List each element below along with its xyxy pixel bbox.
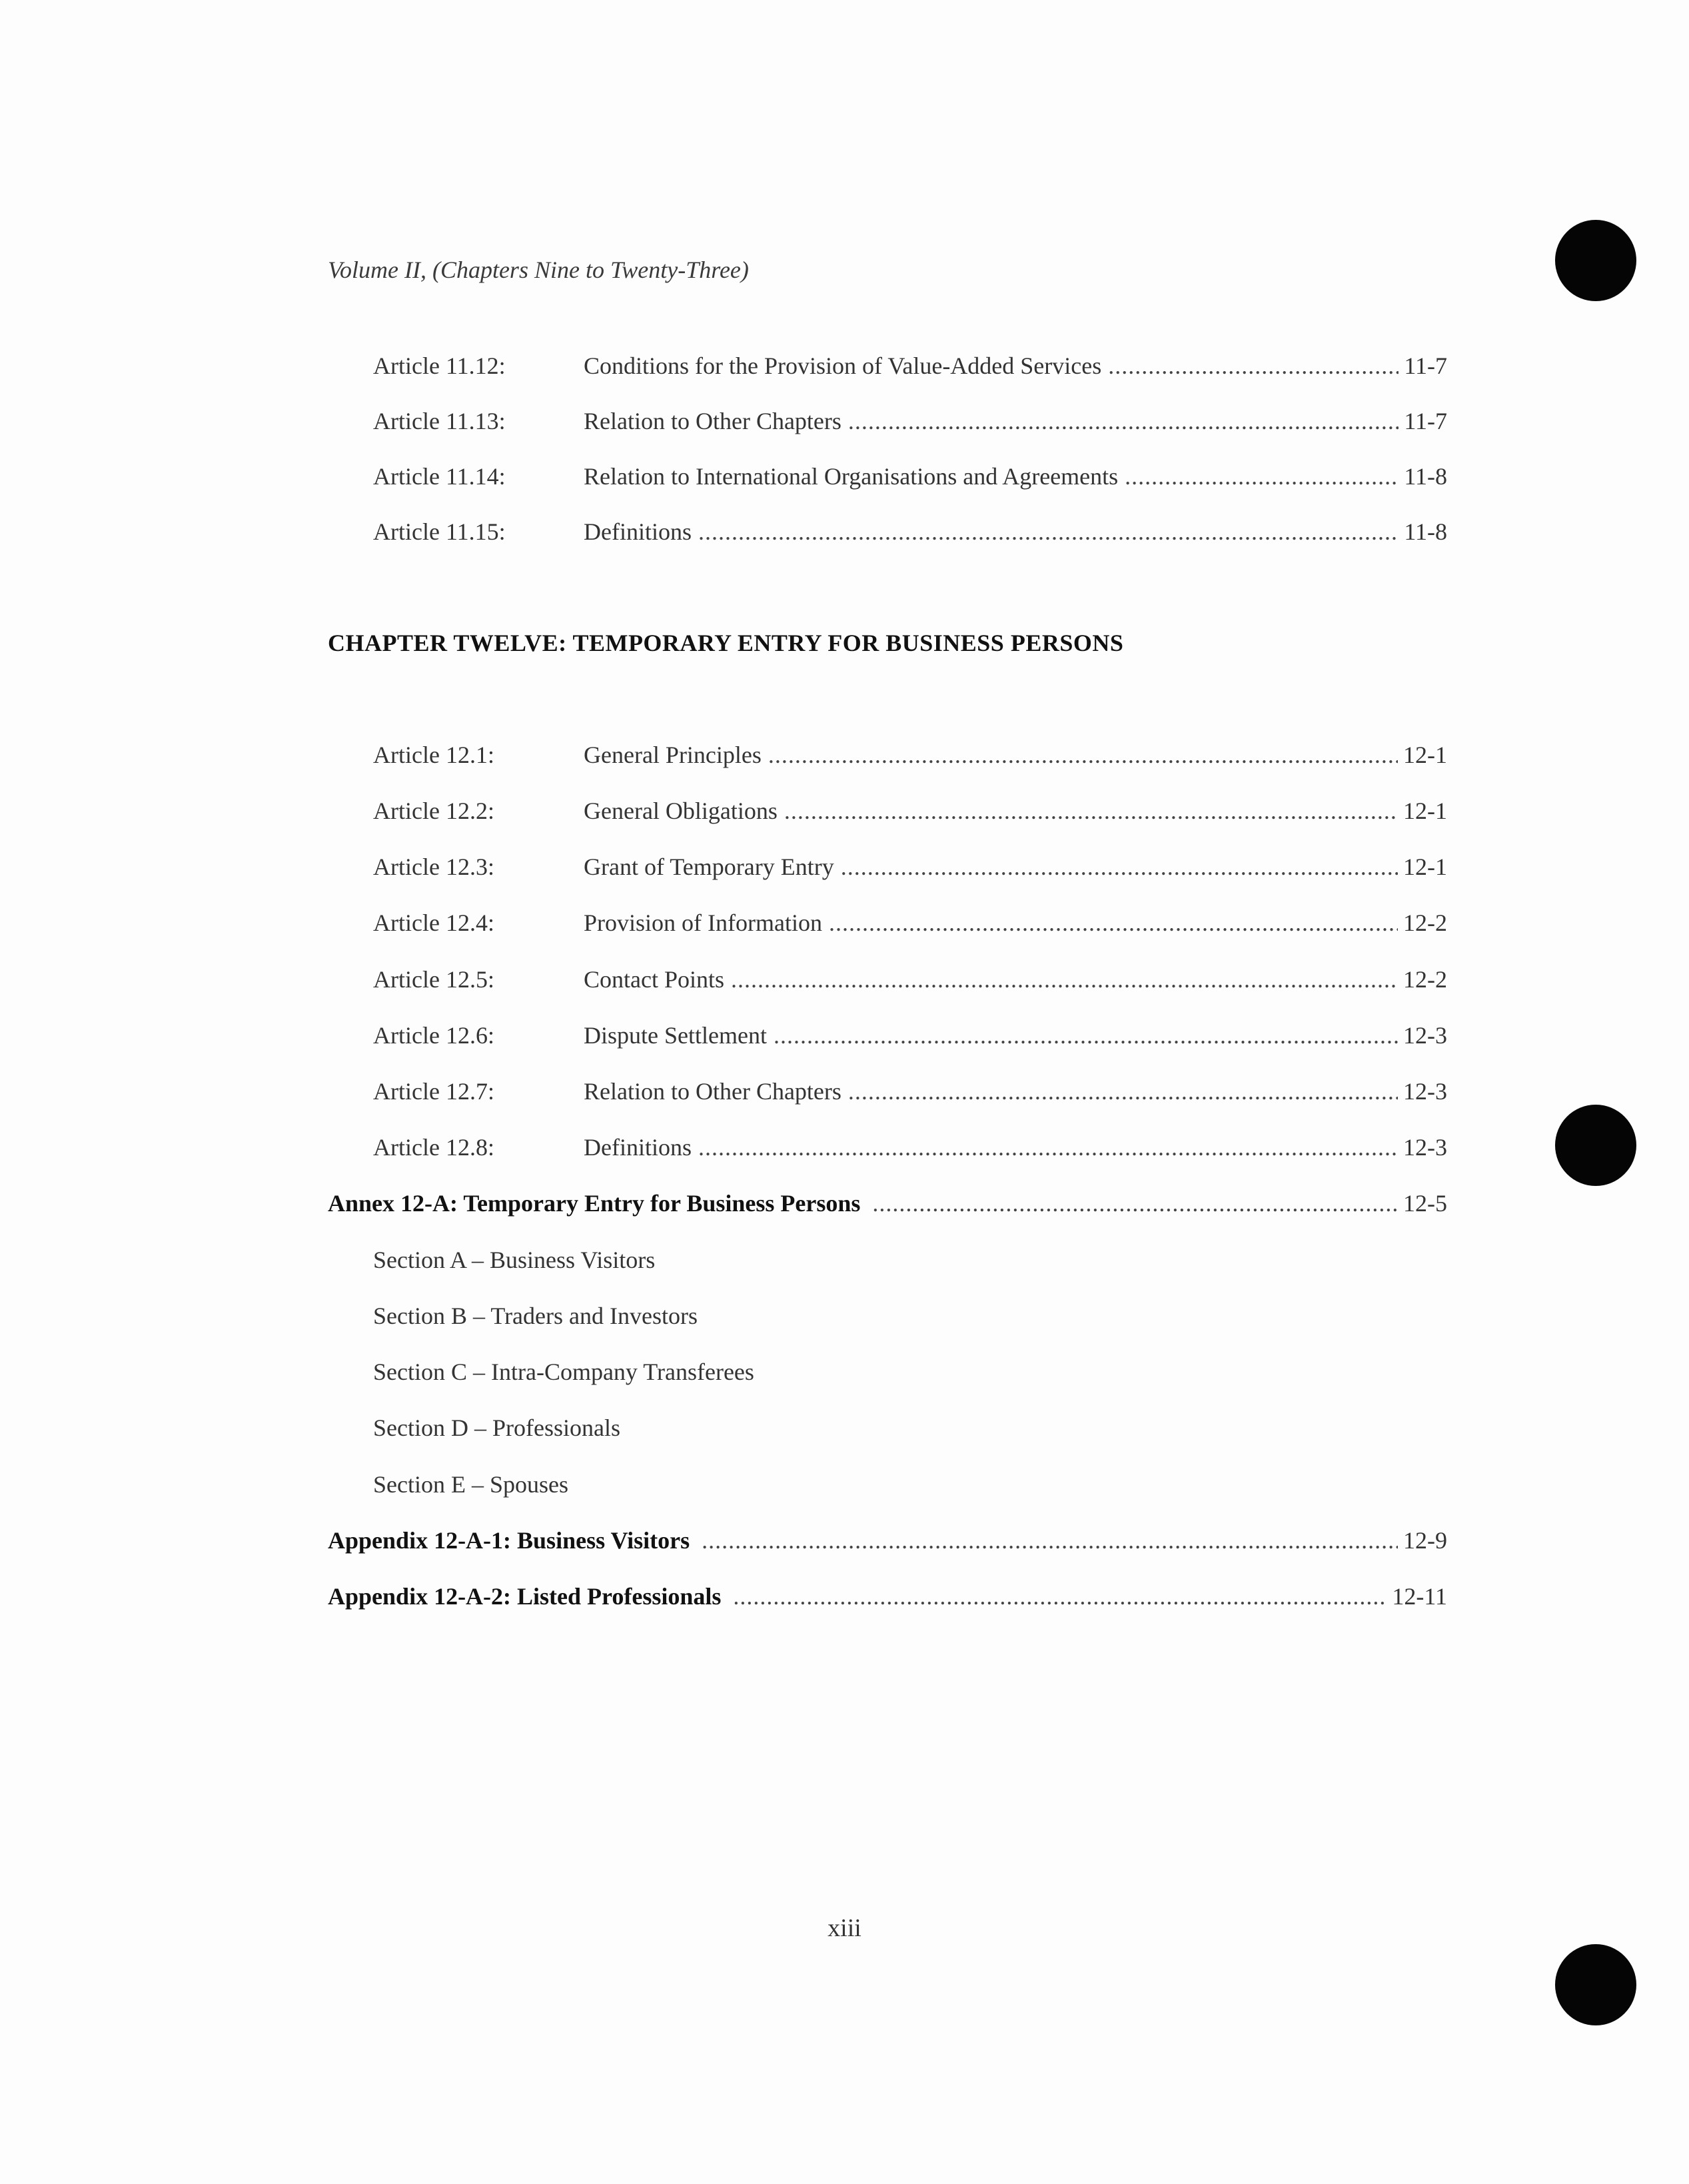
toc-entry — [0, 1021, 1689, 1055]
page-number: 12-1 — [1403, 798, 1447, 824]
dot-leader — [698, 518, 1399, 546]
binder-hole-bottom — [1555, 1944, 1636, 2025]
running-head: Volume II, (Chapters Nine to Twenty-Three) — [328, 257, 749, 283]
article-number: Article 12.8: — [373, 1134, 494, 1161]
page-number: 12-2 — [1403, 966, 1447, 993]
page-number: 12-3 — [1403, 1078, 1447, 1105]
toc-entry — [0, 741, 1689, 774]
toc-entry — [0, 797, 1689, 830]
dot-leader — [848, 407, 1399, 435]
dot-leader — [702, 1526, 1398, 1554]
dot-leader — [829, 909, 1398, 937]
annex-section: Section D – Professionals — [373, 1414, 620, 1441]
dot-leader — [768, 741, 1398, 769]
appendix-entry — [328, 1526, 1447, 1554]
page-number: 12-9 — [1403, 1527, 1447, 1554]
annex-section: Section E – Spouses — [373, 1471, 568, 1498]
page-number: 12-5 — [1403, 1190, 1447, 1217]
dot-leader — [733, 1582, 1387, 1610]
toc-leader — [584, 853, 1447, 881]
article-number: Article 12.1: — [373, 742, 494, 768]
article-title: Relation to International Organisations and Agreements — [584, 463, 1119, 490]
toc-leader — [584, 1021, 1447, 1049]
article-title: Grant of Temporary Entry — [584, 853, 834, 880]
article-number: Article 12.7: — [373, 1078, 494, 1105]
page-number: 11-7 — [1404, 408, 1447, 434]
article-title: Conditions for the Provision of Value-Added Services — [584, 352, 1102, 379]
article-number: Article 12.2: — [373, 798, 494, 824]
dot-leader — [872, 1189, 1398, 1217]
toc-leader — [584, 909, 1447, 937]
toc-leader — [584, 1077, 1447, 1105]
article-number: Article 12.4: — [373, 909, 494, 936]
article-title: General Principles — [584, 742, 762, 768]
article-number: Article 12.3: — [373, 853, 494, 880]
appendix-entry — [328, 1582, 1447, 1610]
toc-leader — [584, 462, 1447, 490]
dot-leader — [774, 1021, 1398, 1049]
article-number: Article 12.6: — [373, 1022, 494, 1049]
toc-leader — [584, 741, 1447, 769]
annex-entry — [328, 1189, 1447, 1217]
dot-leader — [731, 965, 1398, 993]
page-folio: xiii — [828, 1914, 861, 1942]
toc-entry — [0, 407, 1689, 440]
toc-leader — [584, 965, 1447, 993]
dot-leader — [1125, 462, 1399, 490]
annex-title: Annex 12-A: Temporary Entry for Business Persons — [328, 1190, 861, 1217]
article-title: Dispute Settlement — [584, 1022, 767, 1049]
article-title: Definitions — [584, 518, 692, 545]
toc-leader — [584, 797, 1447, 825]
page-number: 11-7 — [1404, 352, 1447, 379]
page-number: 12-3 — [1403, 1022, 1447, 1049]
dot-leader — [841, 853, 1398, 881]
toc-leader — [584, 352, 1447, 380]
toc-entry — [0, 518, 1689, 551]
article-title: Definitions — [584, 1134, 692, 1161]
article-title: Provision of Information — [584, 909, 822, 936]
annex-section: Section A – Business Visitors — [373, 1247, 656, 1273]
page-number: 12-3 — [1403, 1134, 1447, 1161]
appendix-title: Appendix 12-A-2: Listed Professionals — [328, 1583, 722, 1610]
page-number: 12-1 — [1403, 742, 1447, 768]
article-title: Relation to Other Chapters — [584, 408, 842, 434]
toc-entry — [0, 965, 1689, 999]
toc-leader — [584, 518, 1447, 546]
toc-entry — [0, 1077, 1689, 1111]
article-number: Article 12.5: — [373, 966, 494, 993]
binder-hole-top — [1555, 220, 1636, 301]
article-title: Relation to Other Chapters — [584, 1078, 842, 1105]
toc-entry — [0, 1133, 1689, 1167]
appendix-title: Appendix 12-A-1: Business Visitors — [328, 1527, 690, 1554]
toc-entry — [0, 462, 1689, 496]
toc-entry — [0, 352, 1689, 385]
toc-entry — [0, 909, 1689, 942]
dot-leader — [848, 1077, 1398, 1105]
page-number: 11-8 — [1404, 463, 1447, 490]
article-number: Article 11.15: — [373, 518, 506, 545]
toc-entry — [0, 853, 1689, 886]
article-title: General Obligations — [584, 798, 778, 824]
dot-leader — [1108, 352, 1399, 380]
toc-leader — [584, 407, 1447, 435]
chapter-heading: CHAPTER TWELVE: TEMPORARY ENTRY FOR BUSINESS PERSONS — [328, 630, 1124, 656]
article-number: Article 11.12: — [373, 352, 506, 379]
annex-section: Section C – Intra-Company Transferees — [373, 1359, 754, 1385]
article-number: Article 11.14: — [373, 463, 506, 490]
dot-leader — [784, 797, 1398, 825]
toc-leader — [584, 1133, 1447, 1161]
page-number: 12-11 — [1392, 1583, 1447, 1610]
annex-section: Section B – Traders and Investors — [373, 1303, 698, 1329]
page-number: 12-1 — [1403, 853, 1447, 880]
page-number: 11-8 — [1404, 518, 1447, 545]
dot-leader — [698, 1133, 1398, 1161]
article-title: Contact Points — [584, 966, 725, 993]
article-number: Article 11.13: — [373, 408, 506, 434]
page-number: 12-2 — [1403, 909, 1447, 936]
